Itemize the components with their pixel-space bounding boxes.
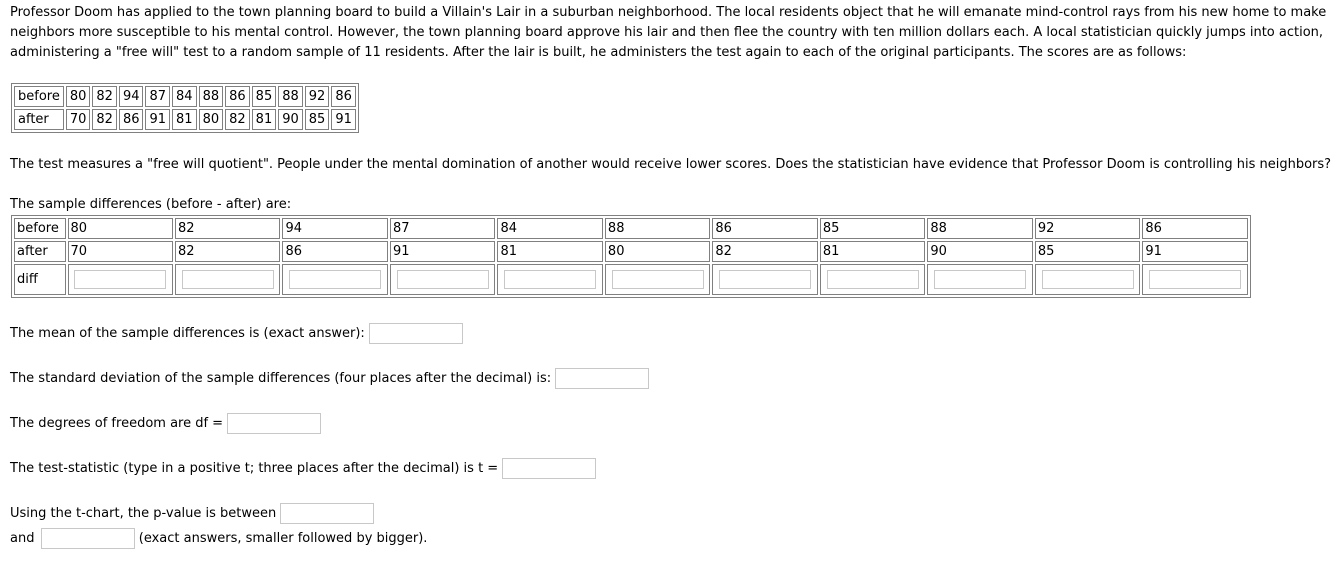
after-label: after [14, 109, 64, 130]
problem-line-3: administering a "free will" test to a random sample of 11 residents. After the lair is built, he administers the test again to each of the original participants. The scores are as follows: [10, 45, 1187, 60]
diff-after-cell: 91 [390, 241, 495, 262]
before-label: before [14, 86, 64, 107]
score-cell: 85 [305, 109, 330, 130]
diff-after-cell: 80 [605, 241, 710, 262]
pvalue-question [10, 503, 374, 524]
diff-input-6[interactable] [612, 270, 704, 289]
scores-before-row [14, 86, 356, 107]
pvalue-note: (exact answers, smaller followed by bigger). [138, 531, 428, 546]
tstat-input[interactable] [502, 458, 596, 479]
pvalue-and-label: and [10, 531, 35, 546]
diff-cell [605, 264, 710, 295]
mean-input[interactable] [369, 323, 463, 344]
score-cell: 88 [278, 86, 303, 107]
mean-prompt: The mean of the sample differences is (exact answer): [10, 326, 365, 341]
diff-row [14, 264, 1248, 295]
score-cell: 92 [305, 86, 330, 107]
diff-cell [68, 264, 173, 295]
differences-heading: The sample differences (before - after) are: [10, 197, 292, 212]
pvalue-prompt: Using the t-chart, the p-value is between [10, 506, 277, 521]
question-text: The test measures a "free will quotient". People under the mental domination of another would receive lower scores. Does the statistician have evidence that Professor Doom is controlling his neighbors? [10, 157, 1332, 172]
diff-cell [1142, 264, 1248, 295]
diff-after-cell: 70 [68, 241, 173, 262]
diff-before-cell: 82 [175, 218, 280, 239]
scores-after-row [14, 109, 356, 130]
after-label: after [14, 241, 66, 262]
diff-before-cell: 88 [605, 218, 710, 239]
diff-before-cell: 86 [712, 218, 817, 239]
score-cell: 87 [145, 86, 170, 107]
diff-after-cell: 82 [175, 241, 280, 262]
sd-question [10, 368, 649, 389]
diff-input-1[interactable] [74, 270, 166, 289]
diff-input-4[interactable] [397, 270, 489, 289]
diff-label: diff [14, 264, 66, 295]
pvalue-question-cont [10, 528, 427, 549]
diff-after-cell: 82 [712, 241, 817, 262]
problem-statement [10, 3, 1335, 63]
diff-after-cell: 90 [927, 241, 1032, 262]
diff-cell [390, 264, 495, 295]
diff-before-cell: 94 [282, 218, 387, 239]
diff-cell [175, 264, 280, 295]
mean-question [10, 323, 463, 344]
diff-input-3[interactable] [289, 270, 381, 289]
score-cell: 82 [225, 109, 250, 130]
diff-cell [927, 264, 1032, 295]
diff-cell [282, 264, 387, 295]
score-cell: 86 [119, 109, 144, 130]
diff-cell [820, 264, 925, 295]
problem-line-1: Professor Doom has applied to the town planning board to build a Villain's Lair in a suburban neighborhood. The local residents object that he will emanate mind-control rays from his new home to make [10, 5, 1327, 20]
score-cell: 81 [252, 109, 277, 130]
score-cell: 85 [252, 86, 277, 107]
score-cell: 86 [225, 86, 250, 107]
score-cell: 91 [331, 109, 356, 130]
df-prompt: The degrees of freedom are df = [10, 416, 224, 431]
df-input[interactable] [227, 413, 321, 434]
score-cell: 80 [199, 109, 224, 130]
diff-input-5[interactable] [504, 270, 596, 289]
score-cell: 81 [172, 109, 197, 130]
pvalue-upper-input[interactable] [41, 528, 135, 549]
diff-cell [497, 264, 602, 295]
diff-after-row [14, 241, 1248, 262]
diff-after-cell: 86 [282, 241, 387, 262]
diff-before-cell: 84 [497, 218, 602, 239]
diff-before-row [14, 218, 1248, 239]
sd-prompt: The standard deviation of the sample differences (four places after the decimal) is: [10, 371, 552, 386]
diff-before-cell: 86 [1142, 218, 1248, 239]
tstat-prompt: The test-statistic (type in a positive t; three places after the decimal) is t = [10, 461, 499, 476]
before-label: before [14, 218, 66, 239]
score-cell: 94 [119, 86, 144, 107]
diff-before-cell: 88 [927, 218, 1032, 239]
score-cell: 84 [172, 86, 197, 107]
diff-input-9[interactable] [934, 270, 1026, 289]
diff-after-cell: 81 [820, 241, 925, 262]
score-cell: 90 [278, 109, 303, 130]
score-cell: 82 [92, 109, 117, 130]
diff-after-cell: 85 [1035, 241, 1140, 262]
diff-input-10[interactable] [1042, 270, 1134, 289]
score-cell: 86 [331, 86, 356, 107]
score-cell: 88 [199, 86, 224, 107]
df-question [10, 413, 321, 434]
pvalue-lower-input[interactable] [280, 503, 374, 524]
diff-before-cell: 85 [820, 218, 925, 239]
tstat-question [10, 458, 596, 479]
differences-table [11, 215, 1251, 298]
score-cell: 82 [92, 86, 117, 107]
diff-input-2[interactable] [182, 270, 274, 289]
diff-after-cell: 91 [1142, 241, 1248, 262]
diff-before-cell: 92 [1035, 218, 1140, 239]
score-cell: 70 [66, 109, 91, 130]
diff-cell [1035, 264, 1140, 295]
score-cell: 91 [145, 109, 170, 130]
problem-line-2: neighbors more susceptible to his mental control. However, the town planning board approve his lair and then flee the country with ten million dollars each. A local statistician quickly jumps into action, [10, 25, 1324, 40]
diff-cell [712, 264, 817, 295]
diff-after-cell: 81 [497, 241, 602, 262]
diff-input-8[interactable] [827, 270, 919, 289]
scores-table [11, 83, 359, 133]
diff-before-cell: 80 [68, 218, 173, 239]
diff-before-cell: 87 [390, 218, 495, 239]
diff-input-7[interactable] [719, 270, 811, 289]
diff-input-11[interactable] [1149, 270, 1241, 289]
score-cell: 80 [66, 86, 91, 107]
sd-input[interactable] [555, 368, 649, 389]
